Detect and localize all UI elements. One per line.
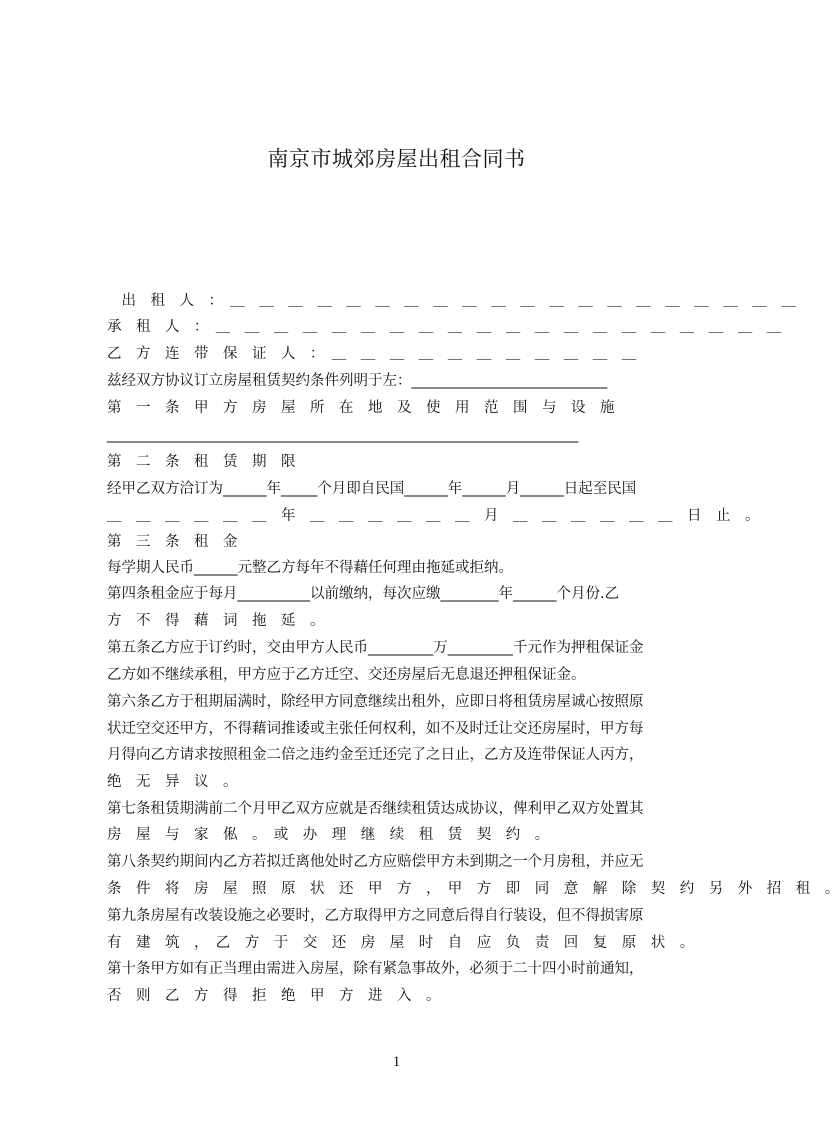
guarantor-line: 乙 方 连 带 保 证 人 ： ＿ ＿ ＿ ＿ ＿ ＿ ＿ ＿ ＿ ＿ ＿ (107, 346, 637, 362)
article-10-body-line-2: 否 则 乙 方 得 拒 绝 甲 方 进 入 。 (107, 988, 441, 1004)
agreement-intro-line: 兹经双方协议订立房屋租赁契约条件列明于左：___________________________ (107, 373, 608, 389)
article-7-body-line-1: 第七条租赁期满前二个月甲乙双方应就是否继续租赁达成协议，俾利甲乙双方处置其 (107, 801, 644, 817)
article-6-body-line-3: 月得向乙方请求按照租金二倍之违约金至迁还完了之日止，乙方及连带保证人丙方， (107, 747, 644, 763)
article-3-heading: 第 三 条 租 金 (107, 534, 238, 550)
lessor-line: 出 租 人 ： ＿ ＿ ＿ ＿ ＿ ＿ ＿ ＿ ＿ ＿ ＿ ＿ ＿ ＿ ＿ ＿ ＿ ＿ ＿ ＿ (107, 293, 796, 309)
article-9-body-line-2: 有 建 筑 ， 乙 方 于 交 还 房 屋 时 自 应 负 责 回 复 原 状 。 (107, 935, 695, 951)
document-title: 南京市城郊房屋出租合同书 (267, 147, 526, 171)
article-10-body-line-1: 第十条甲方如有正当理由需进入房屋，除有紧急事故外，必须于二十四小时前通知， (107, 961, 644, 977)
lessee-line: 承 租 人 ： ＿ ＿ ＿ ＿ ＿ ＿ ＿ ＿ ＿ ＿ ＿ ＿ ＿ ＿ ＿ ＿ ＿ ＿ ＿ ＿ (107, 319, 782, 335)
article-8-body-line-2: 条 件 将 房 屋 照 原 状 还 甲 方 ， 甲 方 即 同 意 解 除 契 约 另 外 招 租 。 (107, 881, 839, 897)
article-9-body-line-1: 第九条房屋有改装设施之必要时，乙方取得甲方之同意后得自行装设，但不得损害原 (107, 908, 644, 924)
article-7-body-line-2: 房 屋 与 家 俬 。 或 办 理 继 续 租 赁 契 约 。 (107, 827, 550, 843)
article-4-body-line: 第四条租金应于每月__________以前缴纳，每次应缴________年______个月份.乙 (107, 586, 620, 602)
article-6-body-line-2: 状迁空交还甲方，不得藉词推诿或主张任何权利，如不及时迁让交还房屋时，甲方每 (107, 721, 644, 737)
article-2-heading: 第 二 条 租 赁 期 限 (107, 454, 296, 470)
article-2-end-date-line: ＿ ＿ ＿ ＿ ＿ ＿ 年 ＿ ＿ ＿ ＿ ＿ ＿ 月 ＿ ＿ ＿ ＿ ＿ ＿ 日 止 。 (107, 508, 760, 524)
article-1-blank-line: _________________________________________________________________ (107, 427, 579, 443)
article-6-body-line-4: 绝 无 异 议 。 (107, 774, 238, 790)
article-1-heading: 第 一 条 甲 方 房 屋 所 在 地 及 使 用 范 围 与 设 施 (107, 400, 615, 416)
article-5-continued-line: 乙方如不继续承租，甲方应于乙方迁空、交还房屋后无息退还押租保证金。 (107, 667, 586, 683)
article-6-body-line-1: 第六条乙方于租期届满时，除经甲方同意继续出租外，应即日将租赁房屋诚心按照原 (107, 694, 644, 710)
article-2-body-line: 经甲乙双方洽订为______年_____个月即自民国______年______月______日起至民国 (107, 481, 637, 497)
article-4-continued-line: 方 不 得 藉 词 拖 延 。 (107, 613, 325, 629)
article-3-body-line: 每学期人民币______元整乙方每年不得藉任何理由拖延或拒纳。 (107, 560, 513, 576)
page-number: 1 (392, 1054, 401, 1070)
article-8-body-line-1: 第八条契约期间内乙方若拟迁离他处时乙方应赔偿甲方未到期之一个月房租，并应无 (107, 854, 644, 870)
article-5-body-line: 第五条乙方应于订约时，交由甲方人民币_________万_________千元作为押租保证金 (107, 640, 644, 656)
